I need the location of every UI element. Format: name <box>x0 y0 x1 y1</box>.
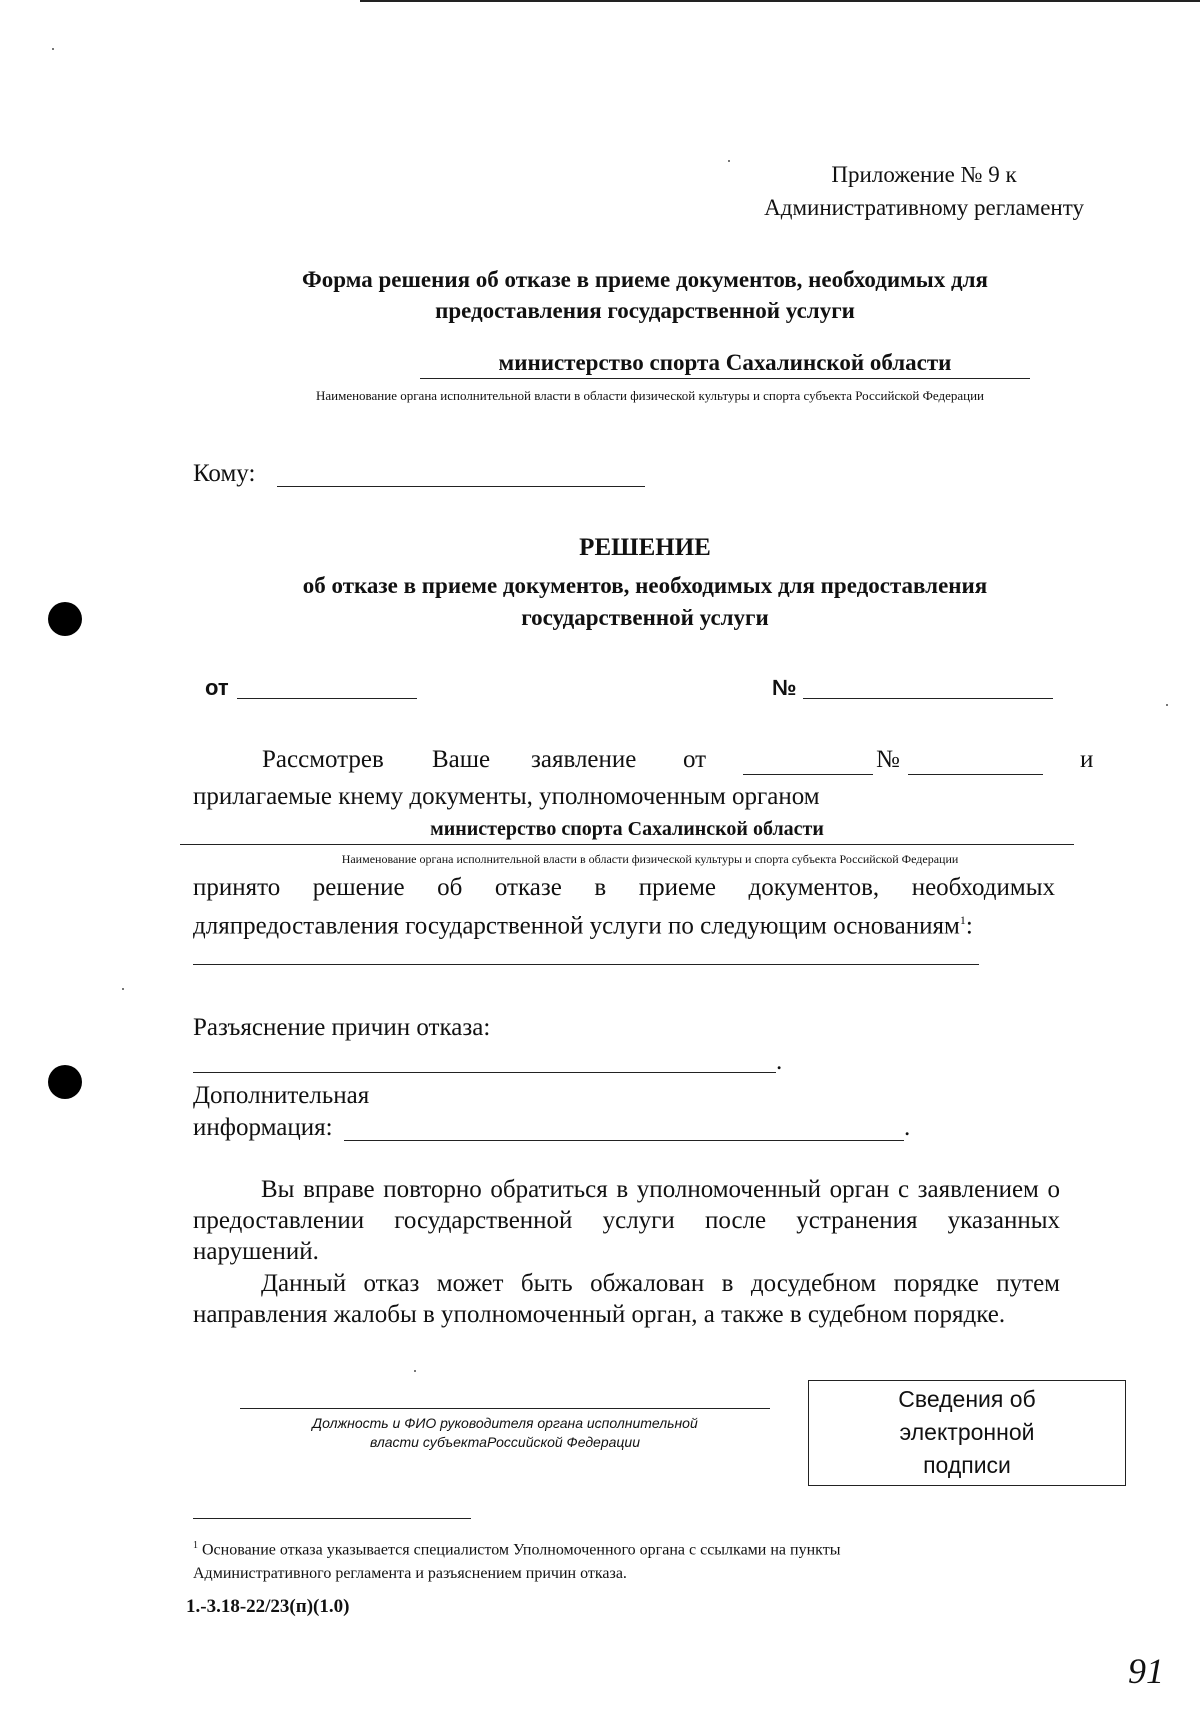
signature-line[interactable] <box>240 1408 770 1409</box>
appendix-heading <box>764 158 1084 224</box>
decision-title: РЕШЕНИЕ <box>579 534 711 561</box>
form-title <box>200 264 1090 326</box>
body-word: Рассмотрев <box>262 746 384 773</box>
application-date-field[interactable] <box>743 774 873 775</box>
additional-end: . <box>904 1114 911 1141</box>
decision-line-2-text: дляпредоставления государственной услуги по следующим основаниям <box>193 912 960 940</box>
footnote-reference: 1 <box>959 913 966 927</box>
body-word: и <box>1080 746 1094 773</box>
appendix-line-2: Административному регламенту <box>764 195 1084 220</box>
organ-caption: Наименование органа исполнительной власти в области физической культуры и спорта субъекта Российской Федерации <box>315 388 984 403</box>
recipient-field[interactable] <box>277 486 645 487</box>
organ-name: министерство спорта Сахалинской области <box>420 350 1030 379</box>
reasons-end: . <box>776 1048 783 1075</box>
footnote-line-2: Административного регламента и разъяснением причин отказа. <box>193 1565 627 1583</box>
scan-speck <box>52 48 54 50</box>
scan-speck <box>122 988 124 990</box>
number-label: № <box>772 675 797 700</box>
additional-label-line-1: Дополнительная <box>193 1082 370 1109</box>
body-line-2: прилагаемые кнему документы, уполномоченным органом <box>193 783 820 810</box>
notice-paragraph-1: Вы вправе повторно обратиться в уполномоченный орган с заявлением о предоставлении государственной услуги после устранения указанных нарушений. <box>193 1176 1060 1265</box>
signature-caption-line-2: власти субъектаРоссийской Федерации <box>369 1434 640 1450</box>
grounds-field[interactable] <box>193 964 979 965</box>
signature-caption <box>240 1414 770 1452</box>
body-organ-name: министерство спорта Сахалинской области <box>180 818 1074 845</box>
body-word: заявление <box>531 746 637 773</box>
decision-line-1: принято решение об отказе в приеме документов, необходимых <box>193 874 1055 901</box>
electronic-signature-box <box>808 1380 1126 1486</box>
punch-hole <box>48 602 82 636</box>
decision-subtitle <box>200 570 1090 634</box>
additional-label-line-2: информация: <box>193 1114 333 1141</box>
signature-box-line-3: подписи <box>923 1452 1011 1478</box>
reasons-label: Разъяснение причин отказа: <box>193 1014 491 1041</box>
number-field[interactable] <box>803 698 1053 699</box>
date-label: от <box>205 675 229 700</box>
form-title-line-2: предоставления государственной услуги <box>435 298 855 323</box>
scan-speck <box>414 1370 416 1372</box>
footnote-mark: 1 <box>193 1540 198 1551</box>
signature-caption-line-1: Должность и ФИО руководителя органа исполнительной <box>312 1415 698 1431</box>
date-field[interactable] <box>237 698 417 699</box>
scan-top-edge <box>360 0 1200 2</box>
signature-box-line-2: электронной <box>899 1419 1035 1445</box>
application-number-field[interactable] <box>908 774 1043 775</box>
decision-line-2 <box>193 904 973 942</box>
notice-paragraph-2: Данный отказ может быть обжалован в досудебном порядке путем направления жалобы в уполномоченный орган, а также в судебном порядке. <box>193 1270 1060 1328</box>
decision-colon: : <box>965 912 973 940</box>
footnote <box>193 1534 1013 1586</box>
page-number: 91 <box>1128 1651 1164 1691</box>
recipient-label: Кому: <box>193 460 256 487</box>
signature-box-line-1: Сведения об <box>898 1386 1036 1412</box>
footnote-line-1: Основание отказа указывается специалистом Уполномоченного органа с ссылками на пункты <box>198 1541 841 1559</box>
punch-hole <box>48 1065 82 1099</box>
application-number-label: № <box>876 746 900 773</box>
appendix-line-1: Приложение № 9 к <box>831 162 1017 187</box>
decision-subtitle-line-1: об отказе в приеме документов, необходимых для предоставления <box>302 573 988 598</box>
scan-speck <box>728 160 730 162</box>
body-word: Ваше <box>432 746 491 773</box>
additional-info-field[interactable] <box>344 1140 904 1141</box>
footnote-separator <box>193 1518 471 1519</box>
reasons-field[interactable] <box>193 1072 776 1073</box>
body-word: от <box>683 746 707 773</box>
form-title-line-1: Форма решения об отказе в приеме документов, необходимых для <box>302 267 988 292</box>
document-code: 1.-3.18-22/23(п)(1.0) <box>186 1596 350 1617</box>
body-organ-caption: Наименование органа исполнительной власти в области физической культуры и спорта субъекта Российской Федерации <box>341 852 959 866</box>
scan-speck <box>1166 704 1168 706</box>
decision-subtitle-line-2: государственной услуги <box>521 605 769 630</box>
